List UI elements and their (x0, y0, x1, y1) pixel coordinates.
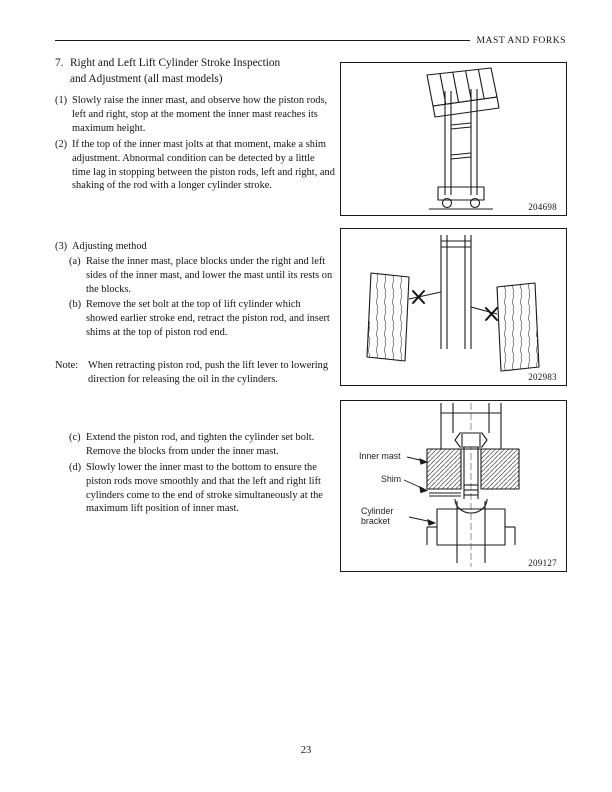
section-title-line2: and Adjustment (all mast models) (70, 72, 223, 85)
paragraph-1-text: Slowly raise the inner mast, and observe how the piston rods, left and right, stop at the moment the inner mast reaches its maximum height. (72, 95, 328, 134)
paragraph-3c-text: Extend the piston rod, and tighten the cylinder set bolt. Remove the blocks from under the inner mast. (86, 432, 315, 457)
paragraph-3d (69, 461, 335, 516)
paragraph-3a-text: Raise the inner mast, place blocks under the right and left sides of the inner mast, and lower the mast until its rests on the blocks. (86, 256, 333, 295)
figure-1-number: 204698 (528, 202, 557, 212)
paragraph-3d-text: Slowly lower the inner mast to the bottom to ensure the piston rods move smoothly and that the left and right lift cylinders come to the end of stroke simultaneously at the maximum lift position of inner mast. (86, 462, 323, 515)
paragraph-3c-label: (c) (69, 432, 81, 443)
paragraph-3a-label: (a) (69, 256, 81, 267)
section-title-line1: Right and Left Lift Cylinder Stroke Inspection (70, 57, 281, 69)
paragraph-3-label: (3) (55, 241, 68, 252)
page-number: 23 (300, 745, 312, 756)
figure-3-number: 209127 (528, 558, 557, 568)
paragraph-3a (69, 255, 335, 296)
header-rule (55, 40, 470, 41)
figure-3-box (340, 400, 567, 572)
inner-mast-label: Inner mast (359, 451, 401, 461)
paragraph-3b-label: (b) (69, 299, 82, 310)
note-text: When retracting piston rod, push the lift lever to lowering direction for releasing the oil in the cylinders. (88, 360, 329, 385)
cylinder-bracket-label: Cylinder bracket (361, 506, 394, 527)
blocked-mast-figure (341, 229, 566, 385)
page-header (55, 35, 566, 46)
paragraph-2 (55, 138, 335, 193)
text-column (55, 56, 335, 576)
paragraph-3 (55, 240, 335, 254)
paragraph-3b-text: Remove the set bolt at the top of lift cylinder which showed earlier stroke end, retract the piston rod, and insert shims at the top of piston rod end. (86, 299, 330, 338)
section-number: 7. (55, 57, 64, 69)
paragraph-2-label: (2) (55, 139, 68, 150)
note-label: Note: (55, 360, 79, 371)
paragraph-2-text: If the top of the inner mast jolts at that moment, make a shim adjustment. Abnormal condition can be detected by a little time lag in stopping between the piston rods, left and right, and shaking of the rod with a longer cylinder stroke. (72, 139, 335, 192)
mast-carriage-figure (341, 63, 566, 215)
paragraph-3c (69, 431, 335, 459)
shim-label: Shim (381, 474, 402, 484)
paragraph-1 (55, 94, 335, 135)
section-heading (55, 56, 335, 87)
cylinder-bracket-section-figure (341, 401, 566, 571)
header-title: MAST AND FORKS (476, 35, 566, 46)
section-title (70, 56, 280, 87)
paragraph-3b (69, 298, 335, 339)
figure-2-number: 202983 (528, 372, 557, 382)
paragraph-3d-label: (d) (69, 462, 82, 473)
paragraph-3-text: Adjusting method (72, 241, 147, 252)
paragraph-1-label: (1) (55, 95, 68, 106)
figure-2-box (340, 228, 567, 386)
note-paragraph (55, 359, 335, 387)
figure-1-box (340, 62, 567, 216)
